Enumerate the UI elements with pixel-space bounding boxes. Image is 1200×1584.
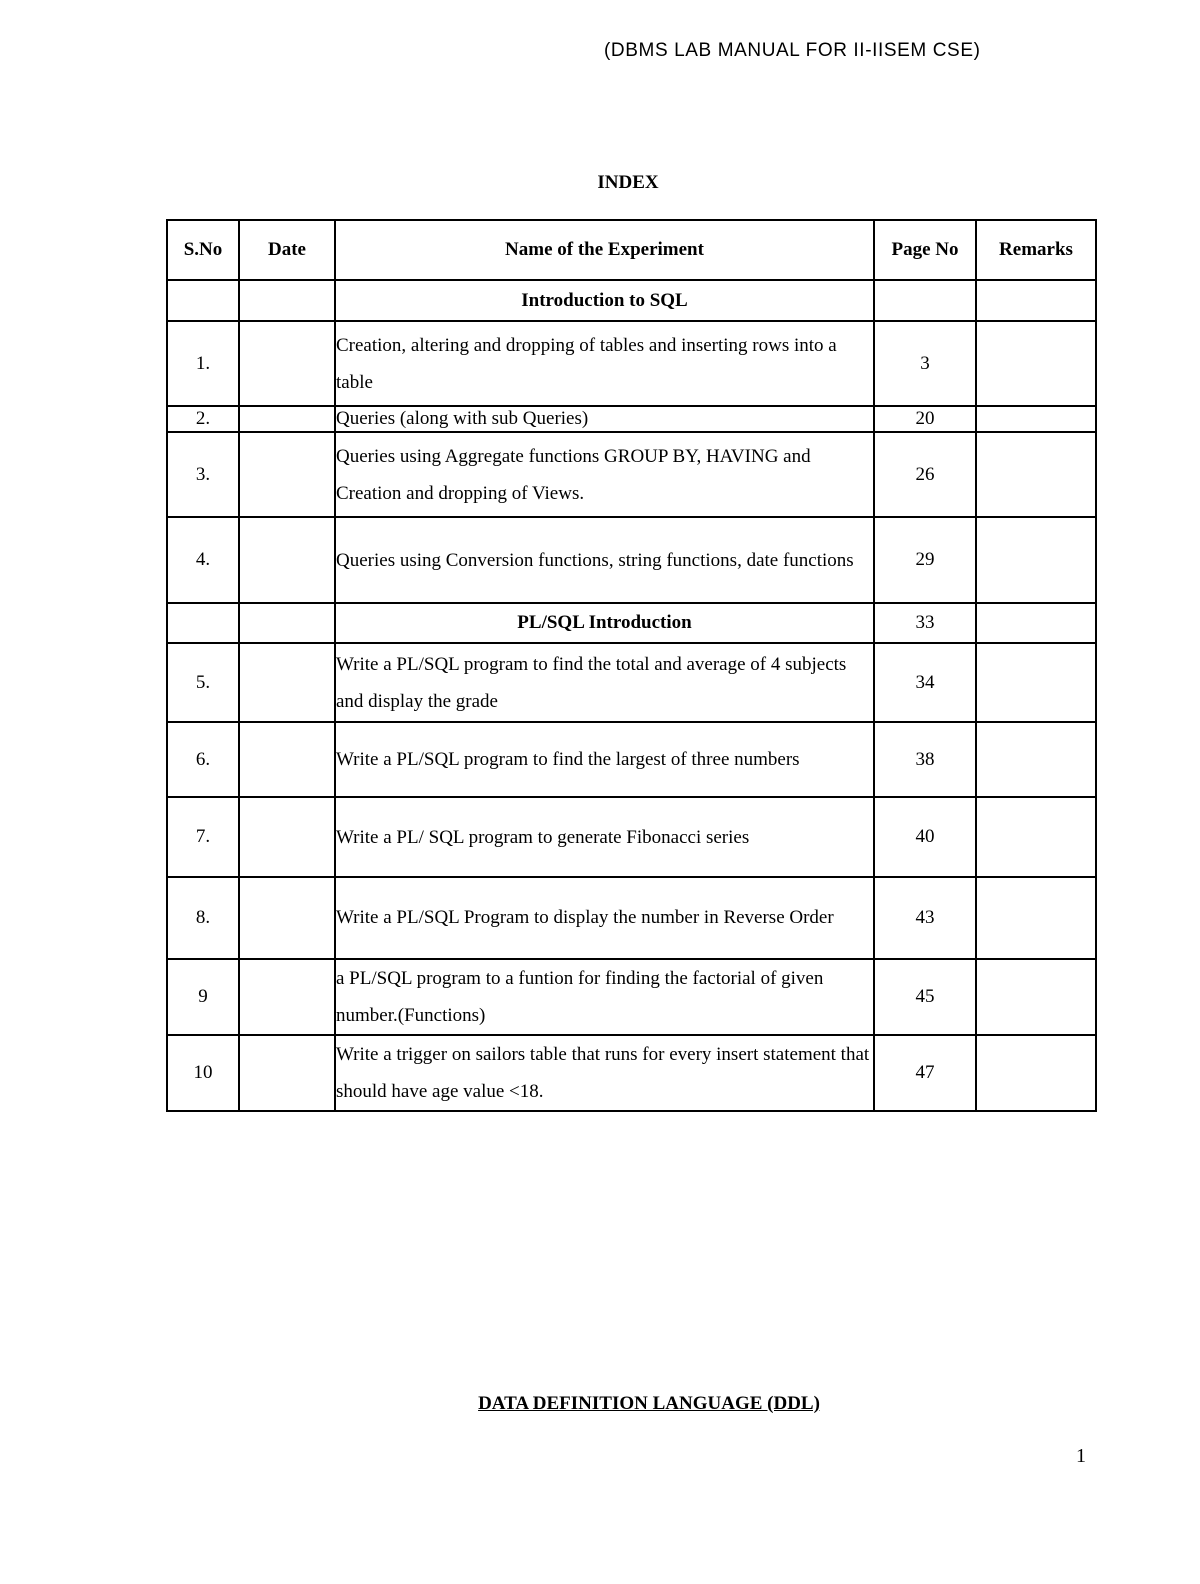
running-header: (DBMS LAB MANUAL FOR II-IISEM CSE) (604, 40, 981, 61)
table-row (167, 603, 1096, 643)
remarks-cell (976, 722, 1096, 797)
table-row (167, 280, 1096, 321)
remarks-cell (976, 321, 1096, 406)
remarks-cell (976, 432, 1096, 517)
table-header-row (167, 220, 1096, 280)
sno-cell: 7. (167, 797, 239, 877)
remarks-cell (976, 406, 1096, 432)
page-cell (874, 280, 976, 321)
date-cell (239, 406, 335, 432)
table-row (167, 797, 1096, 877)
remarks-cell (976, 280, 1096, 321)
date-cell (239, 959, 335, 1035)
header-experiment-name: Name of the Experiment (335, 220, 874, 280)
header-date: Date (239, 220, 335, 280)
sno-cell: 10 (167, 1035, 239, 1111)
date-cell (239, 321, 335, 406)
date-cell (239, 722, 335, 797)
remarks-cell (976, 603, 1096, 643)
experiment-name-cell: a PL/SQL program to a funtion for finding the factorial of given number.(Functions) (335, 959, 874, 1035)
remarks-cell (976, 877, 1096, 959)
header-page-no: Page No (874, 220, 976, 280)
page-cell: 33 (874, 603, 976, 643)
date-cell (239, 517, 335, 603)
page-number: 1 (1076, 1445, 1086, 1467)
section-heading: PL/SQL Introduction (335, 603, 874, 643)
table-row (167, 722, 1096, 797)
page-cell: 3 (874, 321, 976, 406)
table-row (167, 406, 1096, 432)
sno-cell (167, 280, 239, 321)
page-cell: 38 (874, 722, 976, 797)
sno-cell: 6. (167, 722, 239, 797)
date-cell (239, 432, 335, 517)
experiment-name-cell: Creation, altering and dropping of tables and inserting rows into a table (335, 321, 874, 406)
table-row (167, 432, 1096, 517)
experiment-name-cell: Write a trigger on sailors table that runs for every insert statement that should have age value <18. (335, 1035, 874, 1111)
remarks-cell (976, 959, 1096, 1035)
page-cell: 20 (874, 406, 976, 432)
date-cell (239, 643, 335, 722)
page-cell: 29 (874, 517, 976, 603)
experiment-name-cell: Queries using Aggregate functions GROUP BY, HAVING and Creation and dropping of Views. (335, 432, 874, 517)
page-cell: 34 (874, 643, 976, 722)
section-heading-ddl: DATA DEFINITION LANGUAGE (DDL) (478, 1393, 820, 1414)
date-cell (239, 877, 335, 959)
page-cell: 40 (874, 797, 976, 877)
sno-cell (167, 603, 239, 643)
page-cell: 26 (874, 432, 976, 517)
experiment-name-cell: Write a PL/SQL program to find the total and average of 4 subjects and display the grade (335, 643, 874, 722)
date-cell (239, 280, 335, 321)
experiment-name-cell: Queries (along with sub Queries) (335, 406, 874, 432)
section-heading: Introduction to SQL (335, 280, 874, 321)
remarks-cell (976, 517, 1096, 603)
index-title: INDEX (597, 172, 659, 193)
sno-cell: 8. (167, 877, 239, 959)
experiment-name-cell: Write a PL/ SQL program to generate Fibonacci series (335, 797, 874, 877)
table-row (167, 959, 1096, 1035)
sno-cell: 3. (167, 432, 239, 517)
page-cell: 43 (874, 877, 976, 959)
sno-cell: 4. (167, 517, 239, 603)
experiment-name-cell: Write a PL/SQL Program to display the number in Reverse Order (335, 877, 874, 959)
remarks-cell (976, 1035, 1096, 1111)
sno-cell: 2. (167, 406, 239, 432)
date-cell (239, 603, 335, 643)
remarks-cell (976, 797, 1096, 877)
table-row (167, 877, 1096, 959)
page-cell: 47 (874, 1035, 976, 1111)
index-table (166, 219, 1097, 1112)
table-row (167, 321, 1096, 406)
header-remarks: Remarks (976, 220, 1096, 280)
experiment-name-cell: Write a PL/SQL program to find the largest of three numbers (335, 722, 874, 797)
sno-cell: 1. (167, 321, 239, 406)
sno-cell: 9 (167, 959, 239, 1035)
remarks-cell (976, 643, 1096, 722)
table-row (167, 643, 1096, 722)
table-row (167, 1035, 1096, 1111)
sno-cell: 5. (167, 643, 239, 722)
page-cell: 45 (874, 959, 976, 1035)
table-row (167, 517, 1096, 603)
date-cell (239, 1035, 335, 1111)
header-sno: S.No (167, 220, 239, 280)
experiment-name-cell: Queries using Conversion functions, string functions, date functions (335, 517, 874, 603)
date-cell (239, 797, 335, 877)
